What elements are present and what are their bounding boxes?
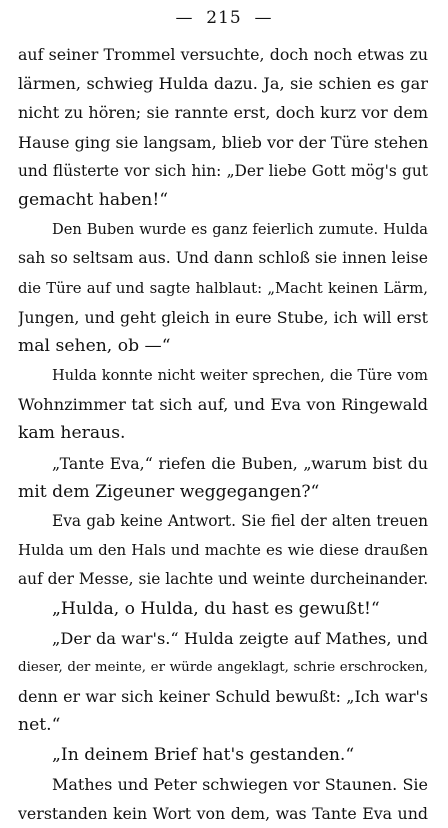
- paragraph: [18, 741, 428, 770]
- text-line: mit dem Zigeuner weggegangen?“: [18, 481, 320, 502]
- text-line: gemacht haben!“: [18, 189, 169, 210]
- text-line: „In deinem Brief hat's gestanden.“: [52, 744, 355, 765]
- text-line: die Türe auf und sagte halblaut: „Macht keinen Lärm,: [18, 279, 428, 297]
- paragraph: [18, 595, 428, 624]
- body-text: [18, 40, 428, 828]
- page-number-dash-left: —: [175, 8, 207, 28]
- text-line: auf der Messe, sie lachte und weinte durcheinander.: [18, 570, 428, 589]
- page-number-value: 215: [206, 8, 242, 28]
- text-line: sah so seltsam aus. Und dann schloß sie innen leise: [18, 249, 428, 268]
- text-line: dieser, der meinte, er würde angeklagt, schrie erschrocken,: [18, 659, 428, 675]
- paragraph: [18, 361, 428, 449]
- paragraph: [18, 770, 428, 828]
- text-line: mal sehen, ob —“: [18, 335, 171, 356]
- paragraph: [18, 507, 428, 595]
- text-line: „Der da war's.“ Hulda zeigte auf Mathes, und: [52, 628, 428, 648]
- paragraph: [18, 624, 428, 741]
- text-line: lärmen, schwieg Hulda dazu. Ja, sie schien es gar: [18, 74, 428, 94]
- text-line: Jungen, und geht gleich in eure Stube, ich will erst: [18, 307, 428, 327]
- text-line: verstanden kein Wort von dem, was Tante Eva und: [18, 803, 428, 823]
- text-line: und flüsterte vor sich hin: „Der liebe Gott mög's gut: [18, 161, 428, 180]
- text-line: Hulda um den Hals und machte es wie diese draußen: [18, 541, 428, 560]
- text-line: Eva gab keine Antwort. Sie fiel der alten treuen: [52, 512, 428, 530]
- text-line: „Tante Eva,“ riefen die Buben, „warum bist du: [52, 453, 428, 473]
- paragraph: [18, 215, 428, 361]
- text-line: Wohnzimmer tat sich auf, und Eva von Ringewald: [18, 395, 428, 415]
- text-line: „Hulda, o Hulda, du hast es gewußt!“: [52, 598, 380, 619]
- text-line: Hulda konnte nicht weiter sprechen, die Türe vom: [52, 367, 428, 385]
- text-line: Mathes und Peter schwiegen vor Staunen. Sie: [52, 774, 428, 794]
- paragraph: [18, 449, 428, 507]
- text-line: Den Buben wurde es ganz feierlich zumute. Hulda: [52, 221, 428, 239]
- text-line: net.“: [18, 715, 61, 736]
- text-line: auf seiner Trommel versuchte, doch noch etwas zu: [18, 45, 428, 64]
- text-line: nicht zu hören; sie rannte erst, doch kurz vor dem: [18, 103, 428, 123]
- text-line: Hause ging sie langsam, blieb vor der Türe stehen: [18, 132, 428, 152]
- page-number: [0, 4, 448, 32]
- text-line: kam heraus.: [18, 423, 126, 444]
- page-number-dash-right: —: [241, 8, 273, 28]
- text-line: denn er war sich keiner Schuld bewußt: „Ich war's: [18, 687, 428, 707]
- paragraph: [18, 40, 428, 215]
